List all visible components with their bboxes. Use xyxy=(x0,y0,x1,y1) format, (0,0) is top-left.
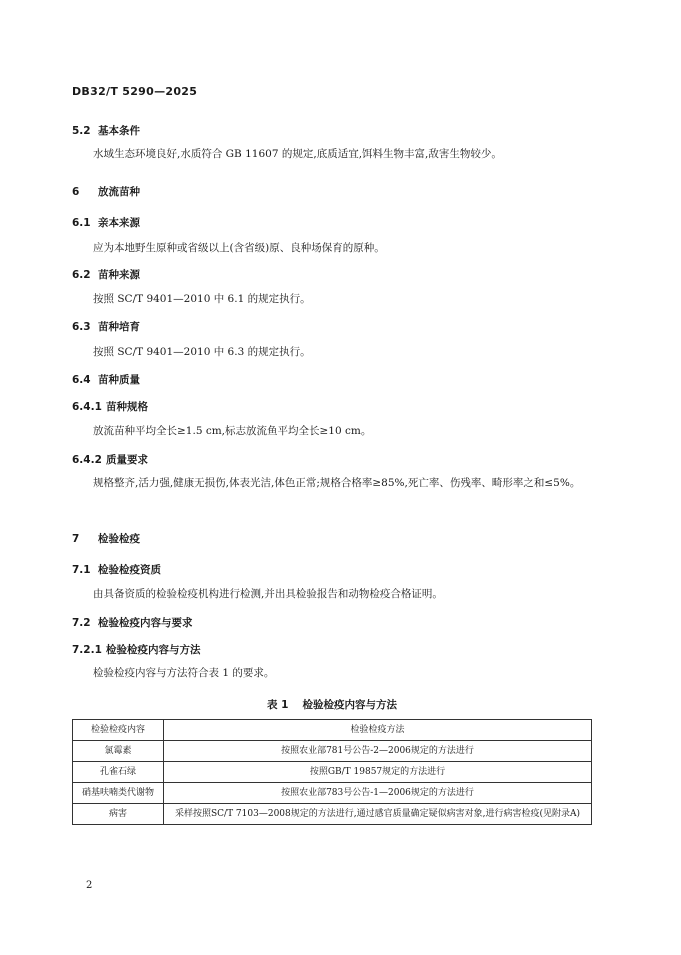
section-7-1-text: 由具备资质的检验检疫机构进行检测,并出具检验报告和动物检疫合格证明。 xyxy=(93,588,443,600)
table-cell: 按照GB/T 19857规定的方法进行 xyxy=(164,762,592,783)
document-code: DB32/T 5290—2025 xyxy=(72,85,198,98)
section-7-2-1-text: 检验检疫内容与方法符合表 1 的要求。 xyxy=(93,667,275,679)
table-row xyxy=(73,804,592,825)
section-6-2-heading: 6.2 苗种来源 xyxy=(72,269,140,281)
section-6-3-heading: 6.3 苗种培育 xyxy=(72,321,140,333)
inspection-table xyxy=(72,719,592,825)
table-cell: 按照农业部781号公告-2—2006规定的方法进行 xyxy=(164,741,592,762)
section-6-4-2-heading: 6.4.2 质量要求 xyxy=(72,454,148,466)
section-6-4-2-text: 规格整齐,活力强,健康无损伤,体表光洁,体色正常;规格合格率≥85%,死亡率、伤残率、畸形率之和≤5%。 xyxy=(93,477,581,489)
section-6-3-text: 按照 SC/T 9401—2010 中 6.3 的规定执行。 xyxy=(93,346,311,358)
section-7-heading: 7 检验检疫 xyxy=(72,533,140,545)
table-cell: 硝基呋喃类代谢物 xyxy=(73,783,164,804)
table-cell: 孔雀石绿 xyxy=(73,762,164,783)
section-6-heading: 6 放流苗种 xyxy=(72,186,140,198)
section-7-2-1-heading: 7.2.1 检验检疫内容与方法 xyxy=(72,644,201,656)
section-6-4-1-heading: 6.4.1 苗种规格 xyxy=(72,401,148,413)
table-row xyxy=(73,762,592,783)
table-row xyxy=(73,783,592,804)
section-6-4-1-text: 放流苗种平均全长≥1.5 cm,标志放流鱼平均全长≥10 cm。 xyxy=(93,425,372,437)
table-cell: 按照农业部783号公告-1—2006规定的方法进行 xyxy=(164,783,592,804)
table-header-cell: 检验检疫方法 xyxy=(164,720,592,741)
section-6-1-heading: 6.1 亲本来源 xyxy=(72,217,140,229)
table-caption: 表 1 检验检疫内容与方法 xyxy=(267,699,397,711)
section-7-1-heading: 7.1 检验检疫资质 xyxy=(72,564,161,576)
table-row xyxy=(73,741,592,762)
table-cell: 采样按照SC/T 7103—2008规定的方法进行,通过感官质量确定疑似病害对象,进行病害检疫(见附录A) xyxy=(164,804,592,825)
section-7-2-heading: 7.2 检验检疫内容与要求 xyxy=(72,617,193,629)
table-header-cell: 检验检疫内容 xyxy=(73,720,164,741)
section-6-2-text: 按照 SC/T 9401—2010 中 6.1 的规定执行。 xyxy=(93,293,311,305)
section-5-2-heading: 5.2 基本条件 xyxy=(72,125,140,137)
page-number: 2 xyxy=(86,880,93,891)
table-header-row xyxy=(73,720,592,741)
section-6-4-heading: 6.4 苗种质量 xyxy=(72,374,140,386)
table-cell: 病害 xyxy=(73,804,164,825)
section-5-2-text: 水域生态环境良好,水质符合 GB 11607 的规定,底质适宜,饵料生物丰富,敌害生物较少。 xyxy=(93,148,502,160)
table-cell: 氯霉素 xyxy=(73,741,164,762)
section-6-1-text: 应为本地野生原种或省级以上(含省级)原、良种场保育的原种。 xyxy=(93,242,385,254)
